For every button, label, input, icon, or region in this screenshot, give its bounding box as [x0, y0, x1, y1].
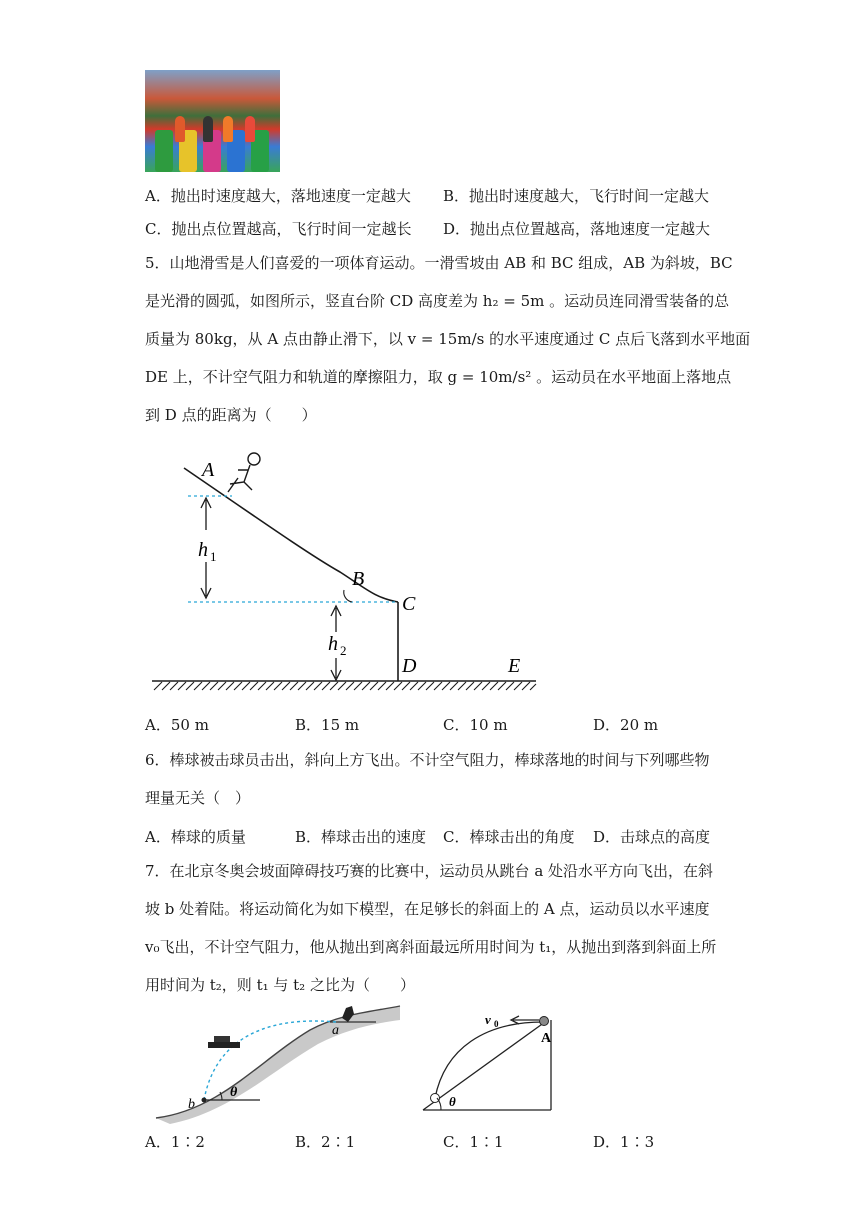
photo-child	[245, 116, 255, 142]
q5-option-b: B．15 m	[295, 716, 360, 734]
photo-child	[203, 116, 213, 142]
ball-start	[540, 1017, 549, 1026]
angle-arc-b	[344, 590, 352, 602]
label-theta-left: θ	[230, 1085, 238, 1100]
label-v0-subscript: 0	[494, 1019, 499, 1029]
q4-option-a: A．抛出时速度越大，落地速度一定越大	[145, 187, 411, 205]
ball-landing	[431, 1094, 440, 1103]
q6-option-a: A．棒球的质量	[145, 828, 246, 846]
q6-stem-line-2: 理量无关（ ）	[145, 789, 251, 807]
q7-option-d: D．1∶3	[593, 1133, 655, 1151]
q6-stem-line-1: 6．棒球被击球员击出，斜向上方飞出。不计空气阻力，棒球落地的时间与下列哪些物	[145, 751, 710, 769]
skier-head-icon	[248, 453, 260, 465]
q7-stem-line-1: 7．在北京冬奥会坡面障碍技巧赛的比赛中，运动员从跳台 a 处沿水平方向飞出，在斜	[145, 862, 714, 880]
q7-stem-line-3: v₀飞出，不计空气阻力，他从抛出到离斜面最远所用时间为 t₁，从抛出到落到斜面上所	[145, 938, 717, 956]
landing-point	[202, 1098, 207, 1103]
q7-option-b: B．2∶1	[295, 1133, 356, 1151]
q6-option-c: C．棒球击出的角度	[443, 828, 575, 846]
label-e: E	[508, 655, 521, 677]
q4-option-b: B．抛出时速度越大，飞行时间一定越大	[443, 187, 710, 205]
skier-flying-icon	[208, 1042, 240, 1048]
slope-curve	[184, 468, 398, 602]
q5-option-c: C．10 m	[443, 716, 508, 734]
ski-slope-diagram	[140, 440, 550, 700]
q5-stem-line-4: DE 上，不计空气阻力和轨道的摩擦阻力，取 g = 10m/s² 。运动员在水平地面上落地点	[145, 368, 732, 386]
q5-option-d: D．20 m	[593, 716, 659, 734]
label-h2: h	[328, 633, 338, 655]
label-point-a: A	[541, 1031, 552, 1046]
ground-hatching	[154, 682, 536, 690]
skier-flying-body-icon	[214, 1036, 230, 1042]
q5-option-a: A．50 m	[145, 716, 209, 734]
label-theta-right: θ	[449, 1094, 456, 1109]
label-b: B	[352, 568, 365, 590]
q5-stem-line-5: 到 D 点的距离为（ ）	[145, 406, 317, 424]
q7-option-c: C．1∶1	[443, 1133, 504, 1151]
q5-stem-line-3: 质量为 80kg，从 A 点由静止滑下，以 v = 15m/s 的水平速度通过 C 点后飞落到水平地面	[145, 330, 751, 348]
photo-child	[223, 116, 233, 142]
photo-stripe	[155, 130, 173, 172]
label-h2-subscript: 2	[340, 643, 347, 658]
q5-stem-line-1: 5．山地滑雪是人们喜爱的一项体育运动。一滑雪坡由 AB 和 BC 组成，AB 为斜坡，BC	[145, 254, 733, 272]
label-b-lower: b	[188, 1097, 195, 1112]
label-h1-subscript: 1	[210, 549, 217, 564]
label-a-lower: a	[332, 1023, 339, 1038]
q7-stem-line-4: 用时间为 t₂，则 t₁ 与 t₂ 之比为（ ）	[145, 976, 415, 994]
photo-child	[175, 116, 185, 142]
label-a: A	[202, 459, 215, 481]
incline-hypotenuse	[423, 1022, 545, 1110]
q6-option-d: D．击球点的高度	[593, 828, 711, 846]
skier-body-icon	[228, 465, 252, 492]
q5-stem-line-2: 是光滑的圆弧，如图所示，竖直台阶 CD 高度差为 h₂ = 5m 。运动员连同滑雪装备的总	[145, 292, 730, 310]
projectile-path	[435, 1022, 543, 1098]
children-throwing-photo	[145, 70, 280, 172]
slopestyle-jump-diagram	[150, 1000, 405, 1125]
label-v0: v	[485, 1012, 491, 1027]
label-c: C	[402, 593, 416, 615]
q7-option-a: A．1∶2	[145, 1133, 205, 1151]
incline-projectile-diagram	[415, 1008, 565, 1118]
q6-option-b: B．棒球击出的速度	[295, 828, 427, 846]
q4-option-d: D．抛出点位置越高，落地速度一定越大	[443, 220, 711, 238]
label-h1: h	[198, 539, 208, 561]
q7-stem-line-2: 坡 b 处着陆。将运动简化为如下模型，在足够长的斜面上的 A 点，运动员以水平速度	[145, 900, 710, 918]
label-d: D	[402, 655, 417, 677]
q4-option-c: C．抛出点位置越高，飞行时间一定越长	[145, 220, 412, 238]
